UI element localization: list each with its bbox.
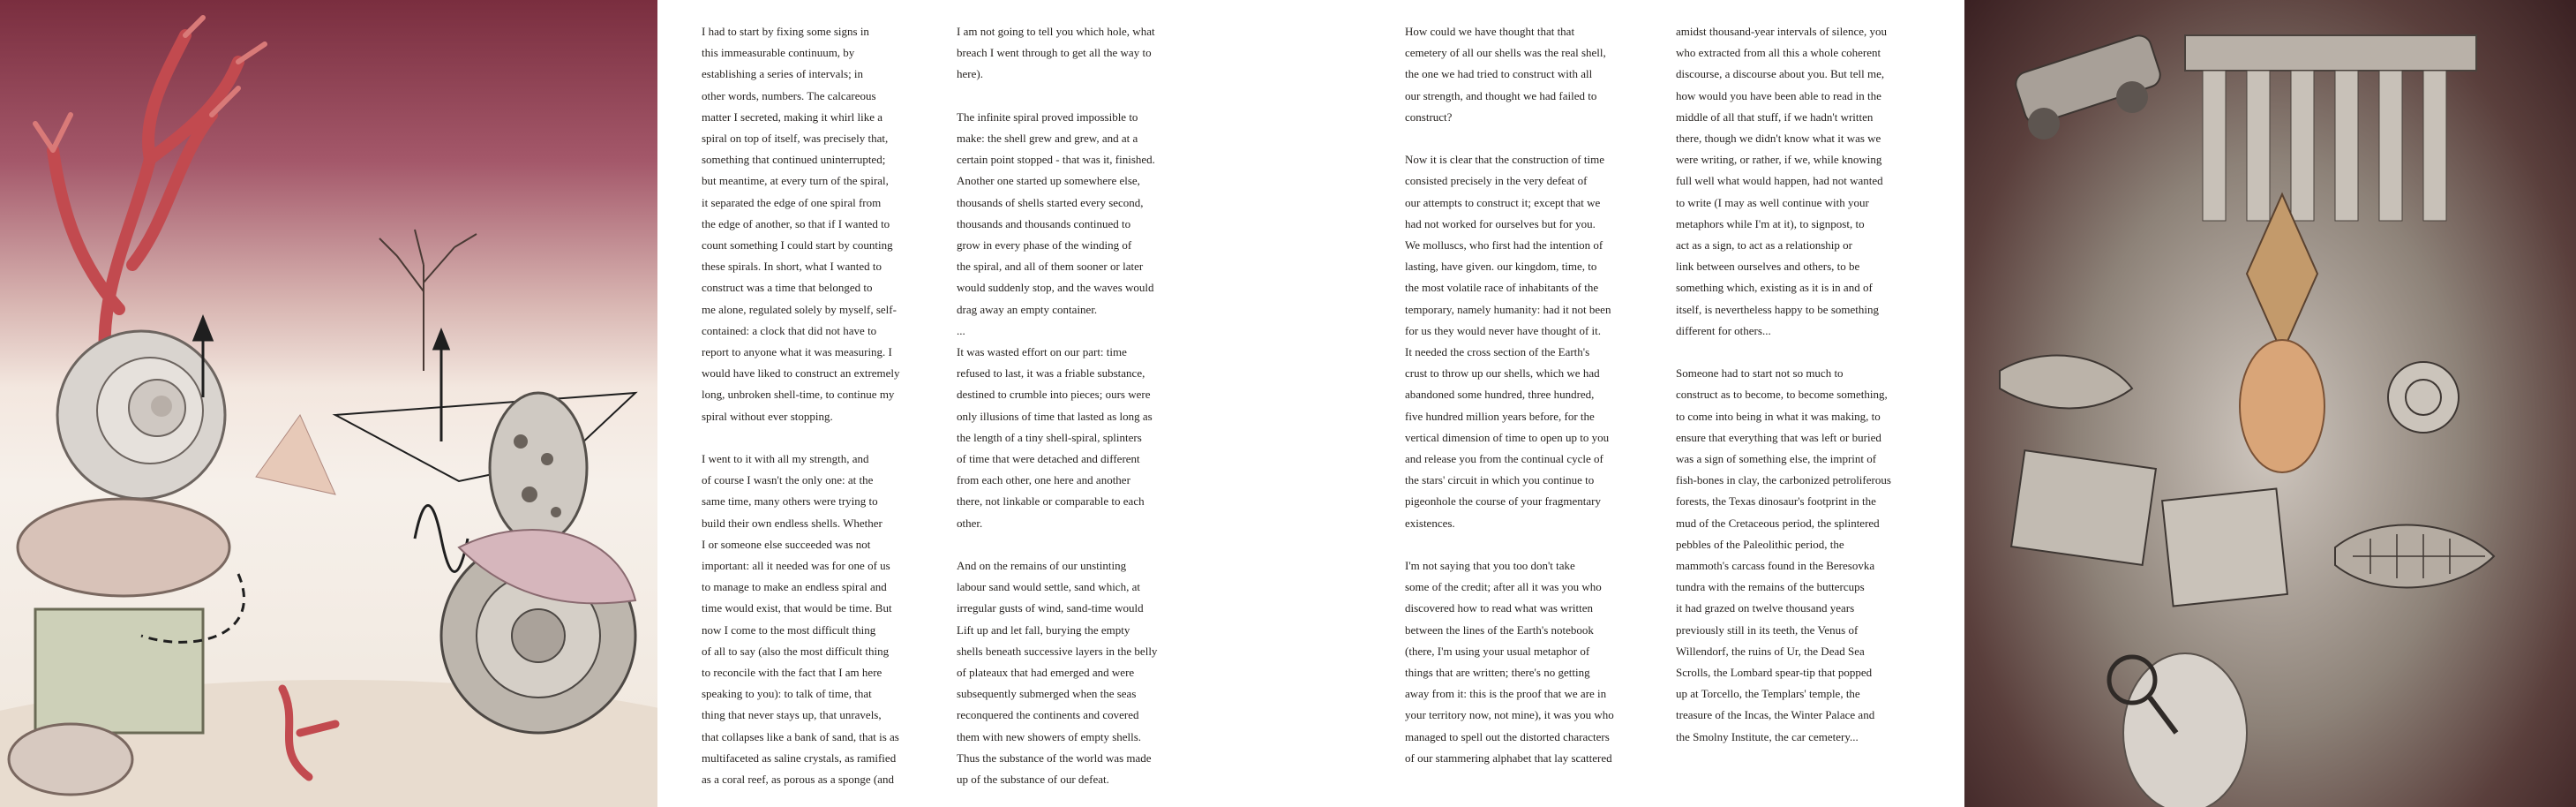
- coral-branch: [53, 35, 238, 371]
- spiral-shell: [57, 331, 225, 499]
- paragraph: It was wasted effort on our part: time refused to last, it was a friable substance, destined to crumble into pieces; ours were only illusions of time that lasted as long as the length of a tiny shell-spiral, splinters of time that were detached and different from each other, one here and another there, not linkable or comparable to each other.: [957, 345, 1153, 530]
- stone-tablet: [2162, 489, 2287, 607]
- scholar-with-magnifier: [2109, 653, 2247, 807]
- fish-fossil: [2000, 356, 2132, 409]
- paragraph: I went to it with all my strength, and of course I wasn't the only one: at the same time, many others were trying to build their own endless shells. Whether I or someone else succeeded was not important: all it needed was for one of us to manage to make an endless spiral and time would exist, that would be time. But now I come to the most difficult thing of all to say (also the most difficult thing to reconcile with the fact that I am here speaking to you): to talk of time, that thing that never stays up, that unravels, that collapses like a bank of sand, that is as multifaceted as saline crystals, as ramified as a coral reef, as porous as a sponge (and: [702, 452, 899, 787]
- paragraph: I am not going to tell you which hole, what breach I went through to get all the way to here).: [957, 25, 1155, 81]
- tent-shape: [256, 415, 335, 494]
- stone-tablet: [2011, 450, 2156, 565]
- paragraph: How could we have thought that that cemetery of all our shells was the real shell, the one we had tried to construct with all our strength, and thought we had failed to construct?: [1405, 25, 1606, 124]
- text-column-4: [1676, 21, 1916, 748]
- paragraph: Someone had to start not so much to construct as to become, to become something, to come into being in what it was making, to ensure that everything that was left or buried was a sign of something else, the imprint of fish-bones in clay, the carbonized petroliferous forests, the Texas dinosaur's footprint in the mud of the Cretaceous period, the splintered pebbles of the Paleolithic period, the mammoth's carcass found in the Beresovka tundra with the remains of the buttercups it had grazed on twelve thousand years previously still in its teeth, the Venus of Willendorf, the ruins of Ur, the Dead Sea Scrolls, the Lombard spear-tip that popped up at Torcello, the Templars' temple, the treasure of the Incas, the Winter Palace and the Smolny Institute, the car cemetery...: [1676, 366, 1891, 743]
- text-column-1: [702, 21, 924, 790]
- temple-facade: [2185, 35, 2476, 221]
- ammonite-fossil: [2388, 362, 2459, 433]
- paragraph: I had to start by fixing some signs in this immeasurable continuum, by establishing a series of intervals; in other words, numbers. The calcareous matter I secreted, making it whirl like a spiral on top of itself, was precisely that, something that continued uninterrupted; but meantime, at every turn of the spiral, it separated the edge of one spiral from the edge of another, so that if I wanted to count something I could start by counting these spirals. In short, what I wanted to construct was a time that belonged to me alone, regulated solely by myself, self- contained: a clock that did not have to report to anyone what it was measuring. I would have liked to construct an extremely long, unbroken shell-time, to continue my spiral without ever stopping.: [702, 25, 900, 423]
- surreal-shell-landscape: [0, 0, 657, 807]
- fossil-vortex: [1964, 0, 2576, 807]
- paragraph: amidst thousand-year intervals of silence, you who extracted from all this a whole coherent discourse, a discourse about you. But tell me, how would you have been able to read in the middle of all that stuff, if we hadn't written there, though we didn't know what it was we were writing, or rather, if we, while knowing full well what would happen, had not wanted to write (I may as well continue with your metaphors while I'm at it), to signpost, to act as a sign, to act as a relationship or link between ourselves and others, to be something which, existing as it is in and of itself, is nevertheless happy to be something different for others...: [1676, 25, 1887, 337]
- left-illustration-shells: [0, 0, 657, 807]
- venus-figurine: [2240, 340, 2324, 472]
- right-illustration-fossils: [1964, 0, 2576, 807]
- fish-fossil: [2335, 525, 2494, 588]
- paragraph: And on the remains of our unstinting labour sand would settle, sand which, at irregular gusts of wind, sand-time would Lift up and let fall, burying the empty shells beneath successive layers in the belly of plateaux that had emerged and were subsequently submerged when the seas reconquered the continents and covered them with new showers of empty shells. Thus the substance of the world was made up of the substance of our defeat.: [957, 559, 1158, 787]
- text-column-2: [957, 21, 1181, 790]
- paragraph: Now it is clear that the construction of time consisted precisely in the very defeat of our attempts to construct it; except that we had not worked for ourselves but for you. We molluscs, who first had the intention of lasting, have given. our kingdom, time, to the most volatile race of inhabitants of the temporary, namely humanity: had it not been for us they would never have thought of it. It needed the cross section of the Earth's crust to throw up our shells, which we had abandoned some hundred, three hundred, five hundred million years before, for the vertical dimension of time to open up to you and release you from the continual cycle of the stars' circuit in which you continue to pigeonhole the course of your fragmentary existences.: [1405, 153, 1611, 530]
- paragraph: The infinite spiral proved impossible to make: the shell grew and grew, and at a certain point stopped - that was it, finished. Another one started up somewhere else, thousands of shells started every second, thousands and thousands continued to grow in every phase of the winding of the spiral, and all of them sooner or later would suddenly stop, and the waves would drag away an empty container. ...: [957, 109, 1155, 337]
- paragraph: I'm not saying that you too don't take some of the credit; after all it was you who discovered how to read what was written between the lines of the Earth's notebook (there, I'm using your usual metaphor of things that are written; there's no getting away from it: this is the proof that we are in your territory now, not mine), it was you who managed to spell out the distorted characters of our stammering alphabet that lay scattered: [1405, 559, 1614, 765]
- porous-shell-column: [490, 393, 587, 543]
- text-column-3: [1405, 21, 1641, 769]
- bare-tree: [379, 230, 477, 371]
- vintage-car: [2013, 33, 2164, 140]
